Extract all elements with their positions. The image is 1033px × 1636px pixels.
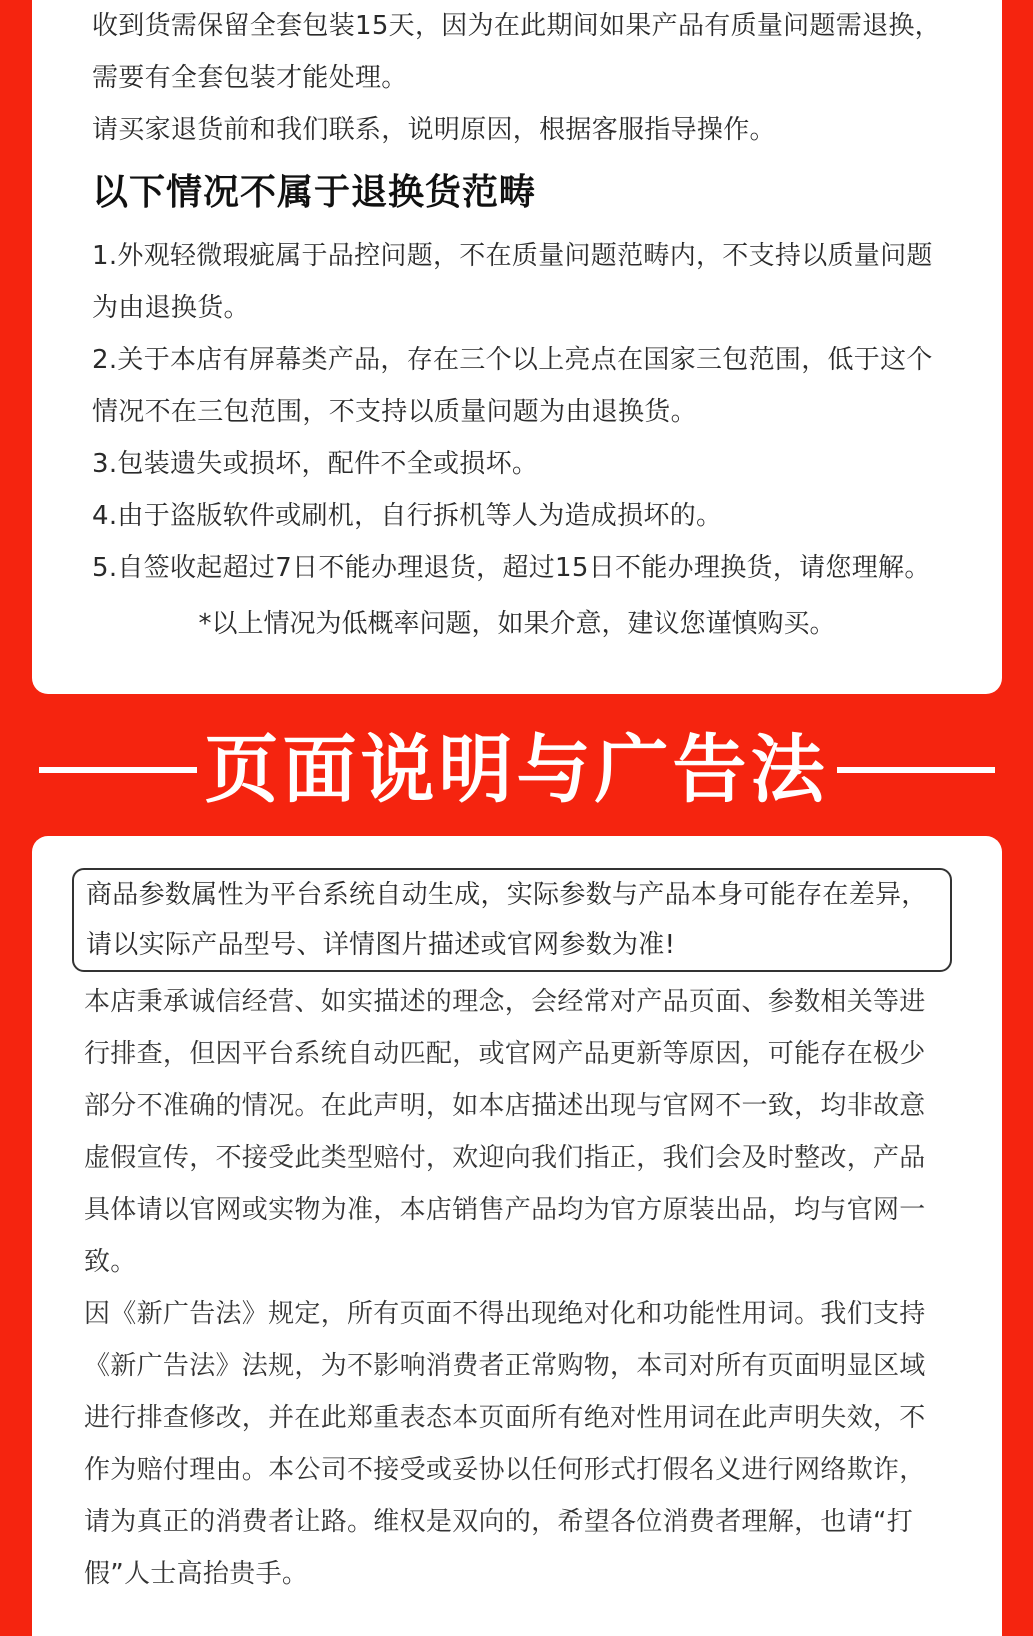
exclusions-heading: 以下情况不属于退换货范畴 — [92, 172, 537, 213]
parameter-notice-text: 商品参数属性为平台系统自动生成，实际参数与产品本身可能存在差异，请以实际产品型号、详情图片描述或官网参数为准! — [86, 880, 928, 960]
banner-rule-left — [39, 767, 197, 773]
return-policy-card — [32, 0, 1002, 694]
banner-rule-right — [837, 767, 995, 773]
exclusion-item: 5.自签收起超过7日不能办理退货，超过15日不能办理换货，请您理解。 — [92, 553, 931, 583]
intro-paragraph: 请买家退货前和我们联系，说明原因，根据客服指导操作。 — [92, 115, 776, 145]
parameter-notice-box — [72, 868, 952, 972]
section-banner — [0, 722, 1033, 818]
exclusion-item: 3.包装遗失或损坏，配件不全或损坏。 — [92, 449, 539, 479]
exclusion-item: 2.关于本店有屏幕类产品，存在三个以上亮点在国家三包范围，低于这个情况不在三包范围，不支持以质量问题为由退换货。 — [92, 345, 933, 427]
exclusion-item: 1.外观轻微瑕疵属于品控问题，不在质量问题范畴内，不支持以质量问题为由退换货。 — [92, 241, 933, 323]
advertising-law-paragraph: 因《新广告法》规定，所有页面不得出现绝对化和功能性用词。我们支持《新广告法》法规，为不影响消费者正常购物，本司对所有页面明显区域进行排查修改，并在此郑重表态本页面所有绝对性用词在此声明失效，不作为赔付理由。本公司不接受或妥协以任何形式打假名义进行网络欺诈，请为真正的消费者让路。维权是双向的，希望各位消费者理解，也请“打假”人士高抬贵手。 — [84, 1299, 926, 1589]
risk-note: *以上情况为低概率问题，如果介意，建议您谨慎购买。 — [198, 609, 836, 639]
disclaimer-card — [32, 836, 1002, 1636]
exclusion-item: 4.由于盗版软件或刷机，自行拆机等人为造成损坏的。 — [92, 501, 723, 531]
banner-title: 页面说明与广告法 — [204, 727, 829, 813]
disclaimer-paragraph: 本店秉承诚信经营、如实描述的理念，会经常对产品页面、参数相关等进行排查，但因平台系统自动匹配，或官网产品更新等原因，可能存在极少部分不准确的情况。在此声明，如本店描述出现与官网不一致，均非故意虚假宣传，不接受此类型赔付，欢迎向我们指正，我们会及时整改，产品具体请以官网或实物为准，本店销售产品均为官方原装出品，均与官网一致。 — [84, 987, 926, 1277]
intro-paragraph: 收到货需保留全套包装15天，因为在此期间如果产品有质量问题需退换，需要有全套包装才能处理。 — [92, 11, 941, 93]
disclaimer-body — [84, 976, 950, 1600]
